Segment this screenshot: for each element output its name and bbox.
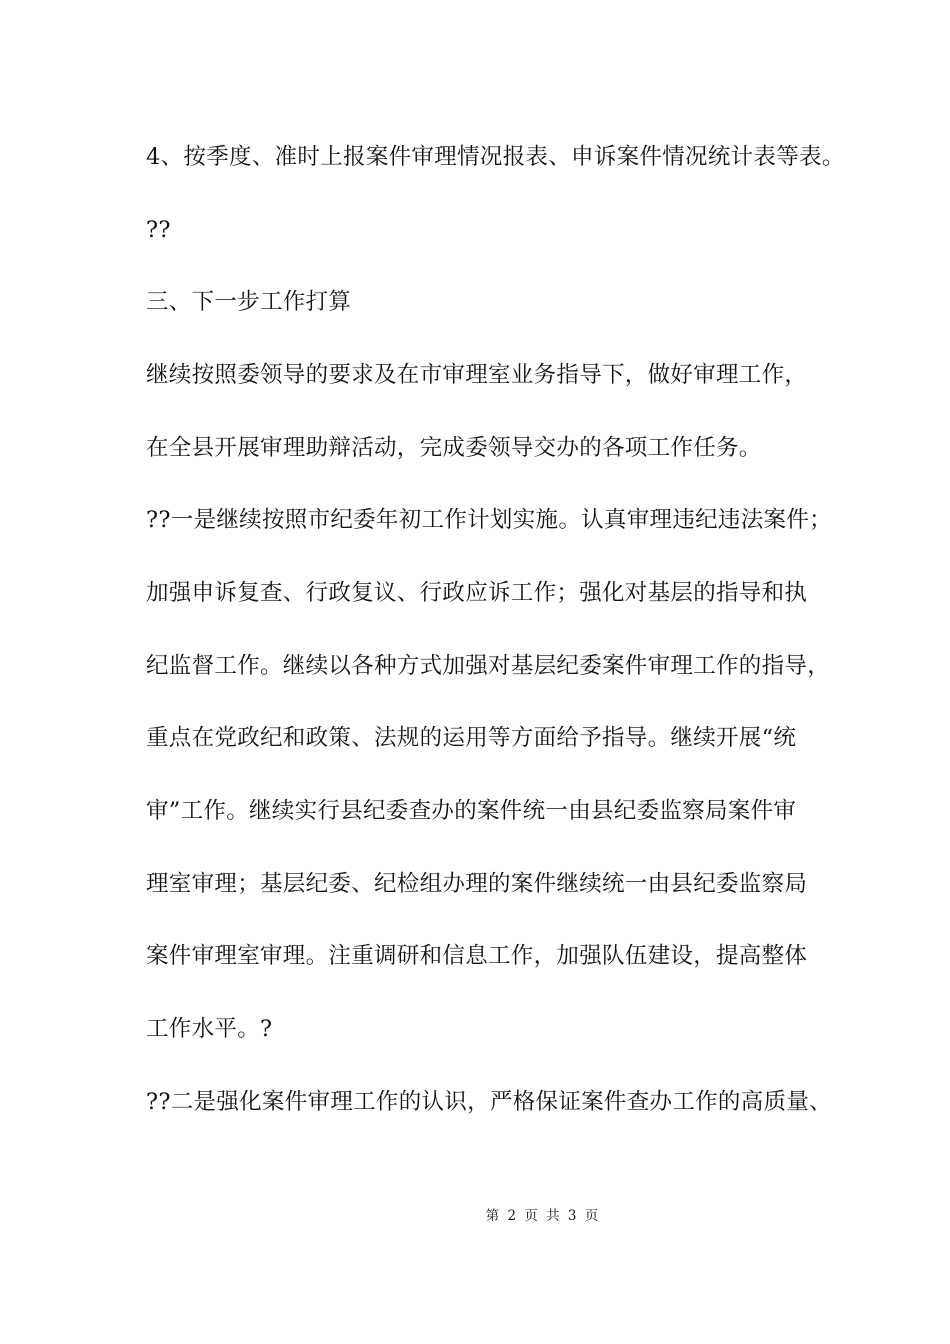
text-line: 继续按照委领导的要求及在市审理室业务指导下，做好审理工作，: [146, 362, 808, 388]
section-heading-next-steps: 三、下一步工作打算: [146, 289, 352, 315]
text-line: 重点在党政纪和政策、法规的运用等方面给予指导。继续开展“统: [146, 725, 797, 751]
page-number-footer: 第 2 页 共 3 页: [485, 1208, 601, 1224]
text-line: 在全县开展审理助辩活动，完成委领导交办的各项工作任务。: [146, 435, 762, 461]
text-line: 工作水平。?: [146, 1016, 273, 1042]
text-line-point-two: ??二是强化案件审理工作的认识，严格保证案件查办工作的高质量、: [146, 1089, 832, 1115]
text-line-point-one: ??一是继续按照市纪委年初工作计划实施。认真审理违纪违法案件；: [146, 507, 832, 533]
text-line: 理室审理；基层纪委、纪检组办理的案件继续统一由县纪委监察局: [146, 871, 808, 897]
text-line: 加强申诉复查、行政复议、行政应诉工作；强化对基层的指导和执: [146, 580, 808, 606]
text-line: 纪监督工作。继续以各种方式加强对基层纪委案件审理工作的指导，: [146, 653, 831, 679]
text-line: 案件审理室审理。注重调研和信息工作，加强队伍建设，提高整体: [146, 943, 808, 969]
text-line: 审”工作。继续实行县纪委查办的案件统一由县纪委监察局案件审: [146, 798, 797, 824]
text-line-quarterly-report: 4、按季度、准时上报案件审理情况报表、申诉案件情况统计表等表。: [146, 144, 845, 170]
text-line-placeholder: ??: [146, 217, 171, 243]
